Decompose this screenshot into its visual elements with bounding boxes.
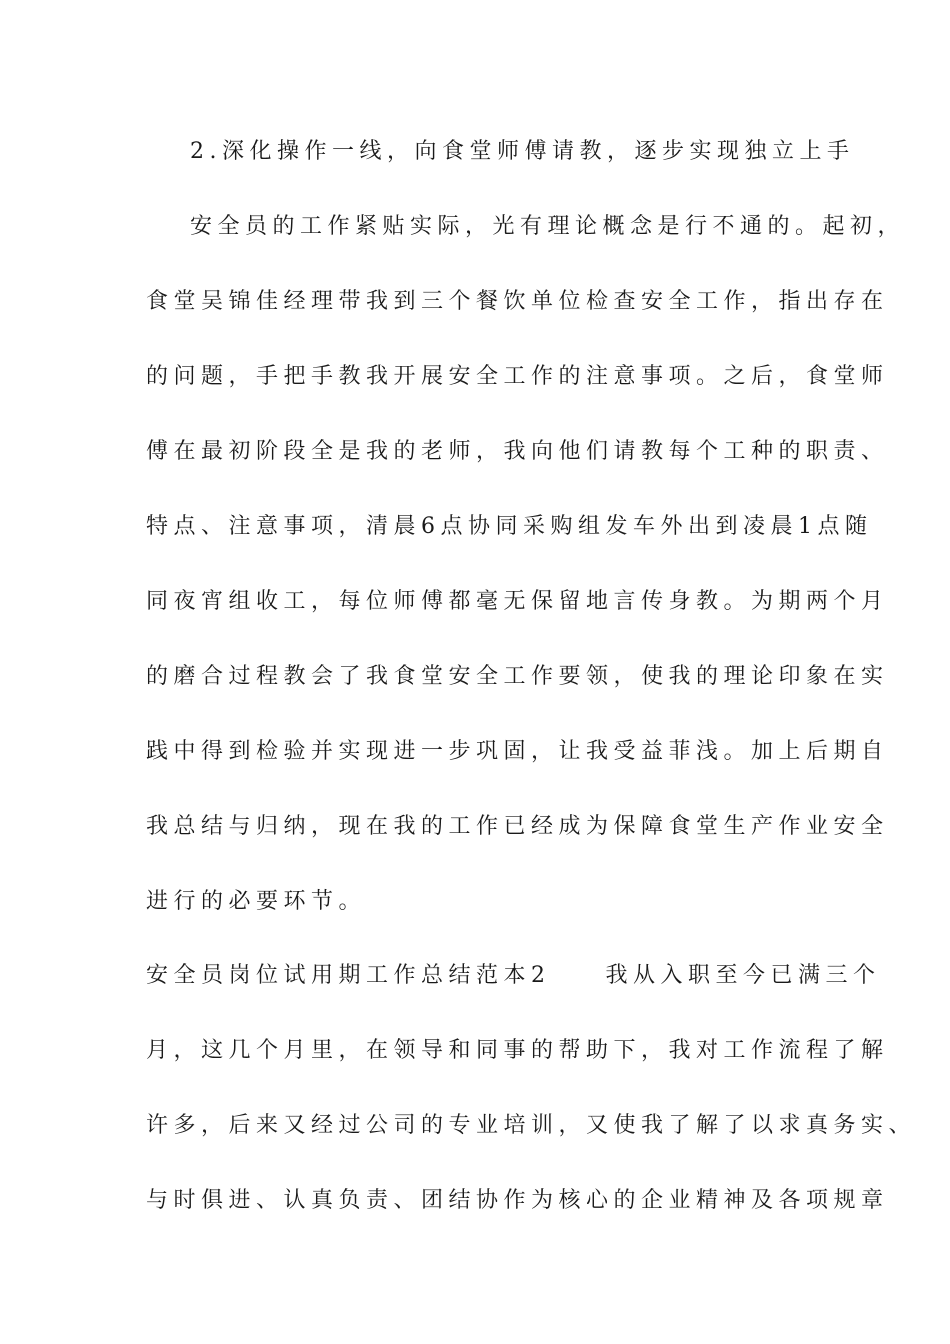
paragraph-line: 践中得到检验并实现进一步巩固，让我受益菲浅。加上后期自 [146,739,889,764]
paragraph-line: 同夜宵组收工，每位师傅都毫无保留地言传身教。为期两个月 [146,589,889,614]
section-heading: 2.深化操作一线，向食堂师傅请教，逐步实现独立上手 [190,139,855,164]
paragraph-line: 月，这几个月里，在领导和同事的帮助下，我对工作流程了解 [146,1038,889,1063]
paragraph-line: 傅在最初阶段全是我的老师，我向他们请教每个工种的职责、 [146,439,889,464]
paragraph-line: 安全员的工作紧贴实际，光有理论概念是行不通的。起初， [190,214,906,239]
paragraph-line: 的问题，手把手教我开展安全工作的注意事项。之后，食堂师 [146,364,889,389]
paragraph-line: 安全员岗位试用期工作总结范本2 我从入职至今已满三个 [146,963,881,988]
paragraph-line: 我总结与归纳，现在我的工作已经成为保障食堂生产作业安全 [146,814,889,839]
paragraph-line: 的磨合过程教会了我食堂安全工作要领，使我的理论印象在实 [146,664,889,689]
paragraph-line: 进行的必要环节。 [146,889,367,914]
paragraph-line: 食堂吴锦佳经理带我到三个餐饮单位检查安全工作，指出存在 [146,289,889,314]
paragraph-line: 特点、注意事项，清晨6点协同采购组发车外出到凌晨1点随 [146,514,873,539]
paragraph-line: 与时俱进、认真负责、团结协作为核心的企业精神及各项规章 [146,1188,889,1213]
paragraph-line: 许多，后来又经过公司的专业培训，又使我了解了以求真务实、 [146,1113,917,1138]
